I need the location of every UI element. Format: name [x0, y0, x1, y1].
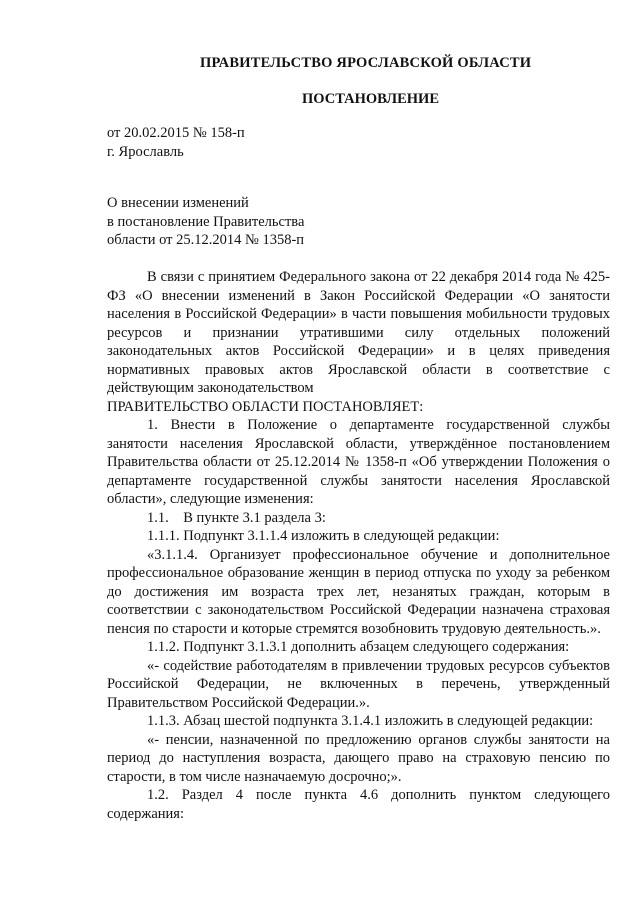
- item-1-paragraph: 1. Внести в Положение о департаменте государственной службы занятости населения Ярославской области, утверждённое постановлением Правительства области от 25.12.2014 № 1358-п «Об утверждении Положения о департаменте государственной службы занятости населения Ярославской области», следующие изменения:: [107, 417, 610, 507]
- document-subject: [107, 194, 304, 250]
- city: г. Ярославль: [107, 143, 184, 160]
- document-body: [107, 268, 610, 823]
- quote-3-1-1-4: «3.1.1.4. Организует профессиональное обучение и дополнительное профессиональное образование женщин в период отпуска по уходу за ребенком до достижения им возраста трех лет, незанятых граждан, которым в соответствии с законодательством Российской Федерации назначена страховая пенсия по старости и которые стремятся возобновить трудовую деятельность.».: [107, 546, 610, 637]
- quote-3-1-3-1: «- содействие работодателям в привлечении трудовых ресурсов субъектов Российской Федерации, не включенных в перечень, утвержденный Правительством Российской Федерации.».: [107, 657, 610, 711]
- date-number: от 20.02.2015 № 158-п: [107, 125, 245, 141]
- item-1-2-paragraph: 1.2. Раздел 4 после пункта 4.6 дополнить пунктом следующего содержания:: [107, 787, 610, 822]
- subject-line-1: О внесении изменений: [107, 195, 249, 211]
- preamble-paragraph: В связи с принятием Федерального закона от 22 декабря 2014 года № 425-ФЗ «О внесении изменений в Закон Российской Федерации «О занятости населения в Российской Федерации» в части повышения мобильности трудовых ресурсов и признании утратившими силу отдельных положений законодательных актов Российской Федерации» и в целях приведения нормативных правовых актов Ярославской области в соответствие с действующим законодательством: [107, 269, 610, 396]
- quote-3-1-4-1: «- пенсии, назначенной по предложению органов службы занятости на период до наступления возраста, дающего право на страховую пенсию по старости, в том числе назначаемую досрочно;».: [107, 731, 610, 785]
- item-1-1-3-paragraph: 1.1.3. Абзац шестой подпункта 3.1.4.1 изложить в следующей редакции:: [147, 713, 594, 729]
- item-1-1-2-paragraph: 1.1.2. Подпункт 3.1.3.1 дополнить абзацем следующего содержания:: [147, 639, 570, 655]
- document-type-title: ПОСТАНОВЛЕНИЕ: [302, 91, 440, 107]
- subject-line-2: в постановление Правительства: [107, 213, 305, 230]
- government-title: ПРАВИТЕЛЬСТВО ЯРОСЛАВСКОЙ ОБЛАСТИ: [200, 55, 532, 71]
- subject-line-3: области от 25.12.2014 № 1358-п: [107, 232, 305, 248]
- item-1-1-1-paragraph: 1.1.1. Подпункт 3.1.1.4 изложить в следующей редакции:: [147, 528, 500, 544]
- decree-line: ПРАВИТЕЛЬСТВО ОБЛАСТИ ПОСТАНОВЛЯЕТ:: [107, 398, 424, 415]
- document-meta: [107, 124, 245, 161]
- item-1-1-paragraph: 1.1. В пункте 3.1 раздела 3:: [147, 509, 326, 526]
